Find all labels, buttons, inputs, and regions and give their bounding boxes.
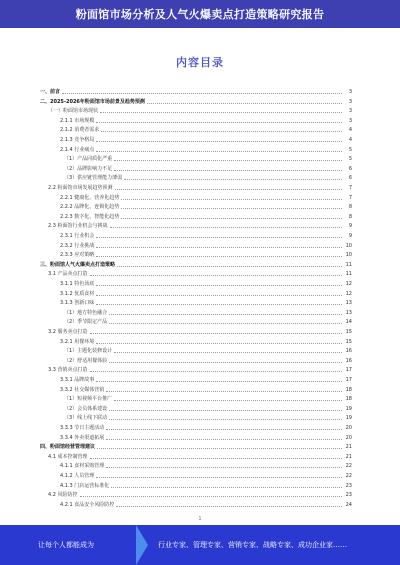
toc-entry-label: 3.3.4 外卖渠道拓展 <box>60 434 105 441</box>
toc-dot-leader <box>115 189 342 190</box>
toc-entry-page: 22 <box>345 463 352 470</box>
toc-entry-page: 21 <box>345 444 352 451</box>
toc-dot-leader <box>109 323 342 324</box>
toc-entry-page: 10 <box>345 242 352 249</box>
toc-dot-leader <box>96 141 342 142</box>
footer-divider-arrow <box>136 525 148 565</box>
toc-dot-leader <box>121 208 342 209</box>
toc-entry[interactable] <box>40 432 352 441</box>
toc-dot-leader <box>90 371 342 372</box>
toc-entry[interactable] <box>40 288 352 297</box>
toc-entry-page: 7 <box>348 185 352 191</box>
toc-dot-leader <box>114 352 342 353</box>
toc-dot-leader <box>109 362 342 363</box>
toc-entry[interactable] <box>40 96 352 105</box>
toc-entry-page: 19 <box>345 415 352 422</box>
toc-entry-page: 18 <box>345 386 352 393</box>
toc-entry-page: 13 <box>345 309 352 316</box>
toc-entry-page: 7 <box>348 194 352 201</box>
toc-dot-leader <box>96 256 342 257</box>
toc-entry-page: 4 <box>348 127 352 134</box>
toc-entry[interactable] <box>40 412 352 421</box>
toc-entry[interactable] <box>40 374 352 383</box>
toc-entry-page: 16 <box>345 357 352 364</box>
toc-entry-label: 2.3 粉面馆行业机会与挑战 <box>48 223 108 230</box>
toc-entry[interactable] <box>40 470 352 479</box>
toc-entry-label: （1）产品同质化严重 <box>64 156 113 163</box>
toc-entry[interactable] <box>40 144 352 153</box>
toc-dot-leader <box>80 496 342 497</box>
toc-entry-label: 2.2.2 品牌化、连锁化趋势 <box>60 204 120 211</box>
toc-entry[interactable] <box>40 489 352 498</box>
toc-entry[interactable] <box>40 115 352 124</box>
toc-entry-page: 23 <box>345 482 352 489</box>
toc-entry-label: （一）粉面馆市场现状 <box>48 108 99 115</box>
toc-entry-label: 4.1.3 门店运营标准化 <box>60 482 110 489</box>
toc-entry-label: （1）短视频平台推广 <box>64 396 113 403</box>
table-of-contents <box>40 86 352 510</box>
toc-entry-label: 2.3.3 应对策略 <box>60 252 95 259</box>
toc-dot-leader <box>117 266 342 267</box>
toc-entry-page: 12 <box>345 290 352 297</box>
report-title: 粉面馆市场分析及人气火爆卖点打造策略研究报告 <box>75 8 325 21</box>
toc-entry[interactable] <box>40 307 352 316</box>
toc-dot-leader <box>96 304 342 305</box>
toc-entry-page: 15 <box>345 338 352 345</box>
toc-entry[interactable] <box>40 182 352 191</box>
toc-entry-label: 2.1.3 竞争格局 <box>60 137 95 143</box>
toc-entry-label: 四、粉面馆经营管理建议 <box>40 444 96 451</box>
toc-entry-label: 3.3 营销卖点打造 <box>48 367 88 374</box>
toc-entry-label: 3.3.1 品牌故事 <box>60 377 95 383</box>
toc-entry-page: 17 <box>345 377 352 383</box>
toc-entry-label: 4.2.1 食品安全风险防控 <box>60 501 115 508</box>
toc-entry[interactable] <box>40 249 352 258</box>
toc-entry-label: 2.2.3 数字化、智能化趋势 <box>60 213 120 220</box>
toc-dot-leader <box>114 400 342 401</box>
toc-entry[interactable] <box>40 172 352 181</box>
toc-entry-page: 6 <box>348 175 352 182</box>
toc-dot-leader <box>147 103 342 104</box>
toc-entry-label: 3.1.3 创新口味 <box>60 300 95 307</box>
toc-entry-page: 5 <box>348 146 352 153</box>
toc-entry-page: 8 <box>348 213 352 220</box>
toc-entry[interactable] <box>40 384 352 393</box>
toc-entry-label: 4.2 风险防控 <box>48 492 78 499</box>
toc-dot-leader <box>90 458 342 459</box>
toc-entry[interactable] <box>40 297 352 306</box>
toc-entry-page: 10 <box>345 252 352 259</box>
toc-entry-page: 15 <box>345 329 352 335</box>
toc-entry-label: 4.1.1 食材采购管理 <box>60 463 105 470</box>
toc-dot-leader <box>121 218 342 219</box>
toc-entry-label: 3.3.3 节日主题活动 <box>60 425 105 431</box>
toc-entry-label: 2.1.2 消费者需求 <box>60 127 100 134</box>
toc-dot-leader <box>121 199 342 200</box>
toc-entry-label: 二、2025-2026年粉面馆市场前景及趋势预测 <box>40 98 145 105</box>
toc-entry-label: （2）品牌影响力不足 <box>64 165 113 172</box>
toc-entry-label: 2.1.4 行业痛点 <box>60 146 95 153</box>
toc-dot-leader <box>96 122 342 123</box>
toc-entry-page: 23 <box>345 492 352 499</box>
toc-entry[interactable] <box>40 240 352 249</box>
toc-entry[interactable] <box>40 480 352 489</box>
toc-entry-page: 22 <box>345 473 352 479</box>
toc-entry-label: （1）地方特色融合 <box>64 309 108 316</box>
toc-dot-leader <box>96 285 342 286</box>
toc-entry-label: 一、前言 <box>40 89 61 95</box>
toc-entry-label: 三、粉面馆人气火爆卖点打造策略 <box>40 261 116 268</box>
toc-entry-label: （3）供应链管理能力薄弱 <box>64 175 123 182</box>
toc-entry-label: 4.1.2 人员管理 <box>60 473 95 479</box>
toc-dot-leader <box>96 381 342 382</box>
toc-heading: 内容目录 <box>176 56 224 69</box>
toc-entry-page: 6 <box>348 165 352 172</box>
toc-dot-leader <box>111 487 342 488</box>
toc-dot-leader <box>96 295 342 296</box>
toc-dot-leader <box>90 275 342 276</box>
toc-entry-page: 24 <box>345 501 352 508</box>
toc-entry-label: 3.1.1 特色汤底 <box>60 281 95 287</box>
toc-entry-page: 21 <box>345 453 352 460</box>
toc-dot-leader <box>96 151 342 152</box>
toc-entry-page: 11 <box>345 261 352 268</box>
toc-dot-leader <box>109 314 342 315</box>
toc-entry[interactable] <box>40 345 352 354</box>
toc-dot-leader <box>110 227 342 228</box>
toc-entry[interactable] <box>40 355 352 364</box>
toc-entry-label: 3.1 产品卖点打造 <box>48 271 88 278</box>
toc-entry[interactable] <box>40 134 352 143</box>
toc-entry-page: 11 <box>345 271 352 278</box>
toc-entry-page: 17 <box>345 367 352 374</box>
footer-brand-text: 让每个人都能成为 <box>38 541 94 549</box>
toc-entry[interactable] <box>40 278 352 287</box>
toc-entry[interactable] <box>40 499 352 508</box>
toc-entry[interactable] <box>40 460 352 469</box>
toc-entry-page: 14 <box>345 319 352 326</box>
toc-dot-leader <box>62 93 342 94</box>
toc-dot-leader <box>101 131 342 132</box>
toc-entry-page: 16 <box>345 348 352 355</box>
toc-entry-label: （2）季节限定产品 <box>64 319 108 326</box>
toc-entry[interactable] <box>40 86 352 95</box>
toc-entry[interactable] <box>40 441 352 450</box>
toc-entry[interactable] <box>40 259 352 268</box>
toc-entry-page: 3 <box>348 98 352 105</box>
toc-entry-page: 3 <box>348 108 352 115</box>
toc-dot-leader <box>106 429 342 430</box>
toc-dot-leader <box>96 247 342 248</box>
toc-entry[interactable] <box>40 153 352 162</box>
toc-entry-label: （2）会员体系建设 <box>64 405 108 412</box>
toc-entry-label: 2.3.1 行业机会 <box>60 233 95 239</box>
toc-entry[interactable] <box>40 451 352 460</box>
toc-entry-label: 3.2 服务卖点打造 <box>48 329 88 335</box>
toc-entry-page: 8 <box>348 204 352 211</box>
toc-entry-label: 2.1.1 市场规模 <box>60 117 95 124</box>
toc-entry[interactable] <box>40 230 352 239</box>
toc-entry-page: 19 <box>345 405 352 412</box>
toc-entry-label: 4.1 成本控制管理 <box>48 453 88 460</box>
toc-dot-leader <box>90 333 342 334</box>
toc-entry[interactable] <box>40 268 352 277</box>
toc-entry-label: 2.2.1 健康化、营养化趋势 <box>60 194 120 201</box>
toc-entry[interactable] <box>40 403 352 412</box>
toc-entry[interactable] <box>40 326 352 335</box>
toc-entry-page: 18 <box>345 396 352 403</box>
toc-dot-leader <box>96 343 342 344</box>
toc-entry-label: 3.2.1 用餐环境 <box>60 338 95 345</box>
footer-tagline: 行业专家、管理专家、营销专家、战略专家、成功企业家…… <box>158 541 347 549</box>
toc-dot-leader <box>114 160 342 161</box>
toc-entry[interactable] <box>40 163 352 172</box>
toc-dot-leader <box>114 170 342 171</box>
toc-entry-page: 12 <box>345 281 352 287</box>
toc-entry[interactable] <box>40 393 352 402</box>
toc-dot-leader <box>97 448 342 449</box>
toc-entry[interactable] <box>40 364 352 373</box>
toc-entry-label: 3.3.2 社交媒体营销 <box>60 386 105 393</box>
toc-dot-leader <box>96 477 342 478</box>
toc-entry-page: 3 <box>348 89 352 95</box>
toc-entry[interactable] <box>40 105 352 114</box>
page-number: 1 <box>198 516 202 522</box>
toc-entry-page: 3 <box>348 117 352 124</box>
toc-dot-leader <box>96 237 342 238</box>
toc-dot-leader <box>124 179 342 180</box>
toc-entry-page: 5 <box>348 156 352 163</box>
toc-dot-leader <box>106 439 342 440</box>
toc-entry[interactable] <box>40 220 352 229</box>
toc-entry-label: 3.1.2 优质食材 <box>60 290 95 297</box>
header-bar <box>0 0 400 28</box>
toc-entry[interactable] <box>40 211 352 220</box>
toc-entry-label: 2.2 粉面馆市场发展趋势预测 <box>48 185 113 191</box>
toc-dot-leader <box>100 112 342 113</box>
toc-entry[interactable] <box>40 124 352 133</box>
footer-bar <box>0 525 400 565</box>
toc-entry-label: （2）舒适用餐体验 <box>64 357 108 364</box>
toc-entry-page: 4 <box>348 137 352 143</box>
toc-entry-page: 9 <box>348 233 352 239</box>
toc-entry[interactable] <box>40 336 352 345</box>
toc-dot-leader <box>116 506 342 507</box>
toc-entry-page: 20 <box>345 425 352 431</box>
toc-entry-label: （3）线上线下联动 <box>64 415 108 422</box>
toc-entry-page: 20 <box>345 434 352 441</box>
toc-dot-leader <box>106 467 342 468</box>
toc-entry-page: 9 <box>348 223 352 230</box>
toc-entry-label: （1）主题化装修设计 <box>64 348 113 355</box>
toc-dot-leader <box>106 391 342 392</box>
toc-entry[interactable] <box>40 422 352 431</box>
toc-entry-page: 13 <box>345 300 352 307</box>
toc-entry-label: 2.3.2 行业挑战 <box>60 242 95 249</box>
toc-entry[interactable] <box>40 316 352 325</box>
toc-dot-leader <box>109 419 342 420</box>
toc-entry[interactable] <box>40 192 352 201</box>
toc-dot-leader <box>109 410 342 411</box>
toc-entry[interactable] <box>40 201 352 210</box>
